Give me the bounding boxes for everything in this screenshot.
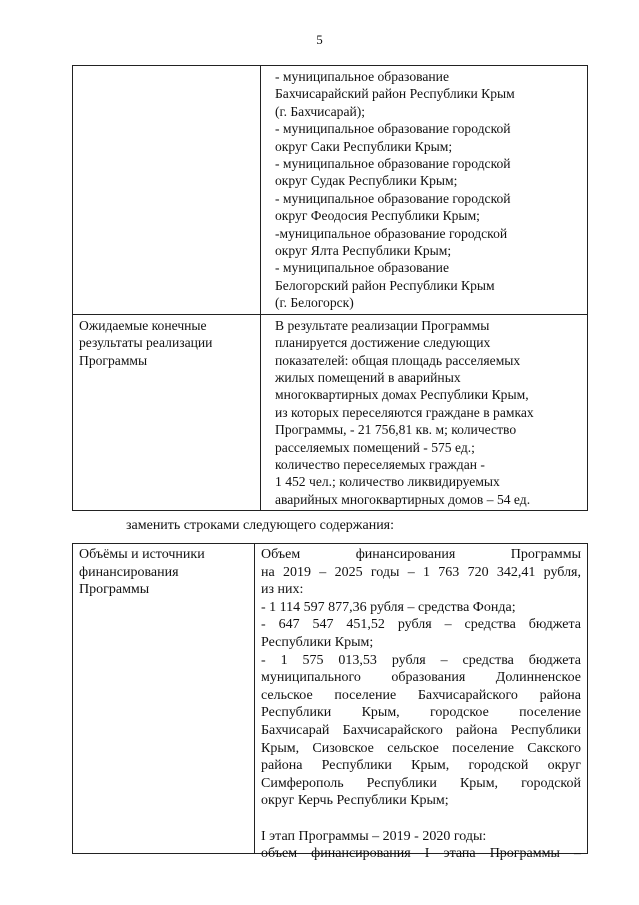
text-line: муниципального образования Долинненское bbox=[261, 670, 581, 686]
text-line: I этап Программы – 2019 - 2020 годы: bbox=[261, 828, 487, 844]
program-passport-table-old bbox=[72, 65, 588, 511]
text-line: на 2019 – 2025 годы – 1 763 720 342,41 рубля, bbox=[261, 564, 581, 580]
text-line: расселяемых помещений - 575 ед.; bbox=[275, 439, 475, 455]
expected-results-text-cell bbox=[261, 314, 588, 510]
text-line: сельское поселение Бахчисарайского района bbox=[261, 687, 581, 703]
text-line: -муниципальное образование городской bbox=[275, 225, 508, 241]
text-line: Программы bbox=[79, 352, 148, 368]
text-line: округ Феодосия Республики Крым; bbox=[275, 208, 480, 224]
text-line: Объёмы и источники bbox=[79, 547, 205, 562]
text-line: аварийных многоквартирных домов – 54 ед. bbox=[275, 491, 531, 507]
text-line: - 647 547 451,52 рубля – средства бюджета bbox=[261, 617, 581, 633]
text-line: Бахчисарай Бахчисарайского района Республики bbox=[261, 722, 581, 738]
text-line: Белогорский район Республики Крым bbox=[275, 277, 495, 293]
page-number: 5 bbox=[316, 32, 323, 47]
text-line: округ Керчь Республики Крым; bbox=[261, 793, 449, 809]
text-line: Бахчисарайский район Республики Крым bbox=[275, 86, 515, 102]
text-line: Симферополь Республики Крым, городской bbox=[261, 775, 581, 791]
table-row bbox=[73, 314, 588, 510]
text-line: результаты реализации bbox=[79, 335, 213, 351]
text-line: - 1 575 013,53 рубля – средства бюджета bbox=[261, 652, 581, 668]
text-line: округ Судак Республики Крым; bbox=[275, 173, 458, 189]
text-line: (г. Белогорск) bbox=[275, 295, 354, 311]
table-cell-empty bbox=[73, 66, 261, 315]
text-line: из них: bbox=[261, 582, 304, 598]
text-line: - муниципальное образование городской bbox=[275, 121, 511, 137]
table-row bbox=[73, 544, 588, 854]
replacement-instruction: заменить строками следующего содержания: bbox=[126, 518, 395, 533]
text-line: жилых помещений в аварийных bbox=[275, 369, 461, 385]
table-row bbox=[73, 66, 588, 315]
blank-line bbox=[261, 810, 581, 828]
text-line: - муниципальное образование городской bbox=[275, 190, 511, 206]
text-line: финансирования bbox=[79, 564, 179, 580]
text-line: Программы bbox=[79, 582, 150, 598]
text-line: Крым, Сизовское сельское поселение Сакского bbox=[261, 740, 581, 756]
text-line: Программы, - 21 756,81 кв. м; количество bbox=[275, 422, 517, 438]
text-line: показателей: общая площадь расселяемых bbox=[275, 352, 521, 368]
text-line: - муниципальное образование bbox=[275, 260, 449, 276]
text-line: округ Саки Республики Крым; bbox=[275, 138, 453, 154]
funding-text-cell bbox=[255, 544, 588, 862]
text-line: Республики Крым, городское поселение bbox=[261, 705, 581, 721]
text-line: (г. Бахчисарай); bbox=[275, 103, 366, 119]
text-line: - 1 114 597 877,36 рубля – средства Фонда; bbox=[261, 599, 516, 615]
text-line: 1 452 чел.; количество ликвидируемых bbox=[275, 474, 500, 490]
text-line: района Республики Крым, городской округ bbox=[261, 758, 581, 774]
text-line: многоквартирных домах Республики Крым, bbox=[275, 387, 529, 403]
funding-label-cell bbox=[73, 544, 255, 854]
text-line: Объем финансирования Программы bbox=[261, 547, 581, 562]
expected-results-label-cell bbox=[73, 314, 261, 510]
text-line: Республики Крым; bbox=[261, 634, 374, 650]
text-line: - муниципальное образование городской bbox=[275, 156, 511, 172]
text-line: объем финансирования I этапа Программы – bbox=[261, 846, 581, 862]
text-line: В результате реализации Программы bbox=[275, 317, 490, 333]
text-line: округ Ялта Республики Крым; bbox=[275, 243, 452, 259]
text-line: планируется достижение следующих bbox=[275, 335, 491, 351]
text-line: Ожидаемые конечные bbox=[79, 317, 207, 333]
program-passport-table-new bbox=[72, 543, 588, 862]
text-line: - муниципальное образование bbox=[275, 69, 449, 84]
text-line: из которых переселяются граждане в рамках bbox=[275, 404, 534, 420]
municipalities-list-cell bbox=[261, 66, 588, 315]
text-line: количество переселяемых граждан - bbox=[275, 456, 485, 472]
